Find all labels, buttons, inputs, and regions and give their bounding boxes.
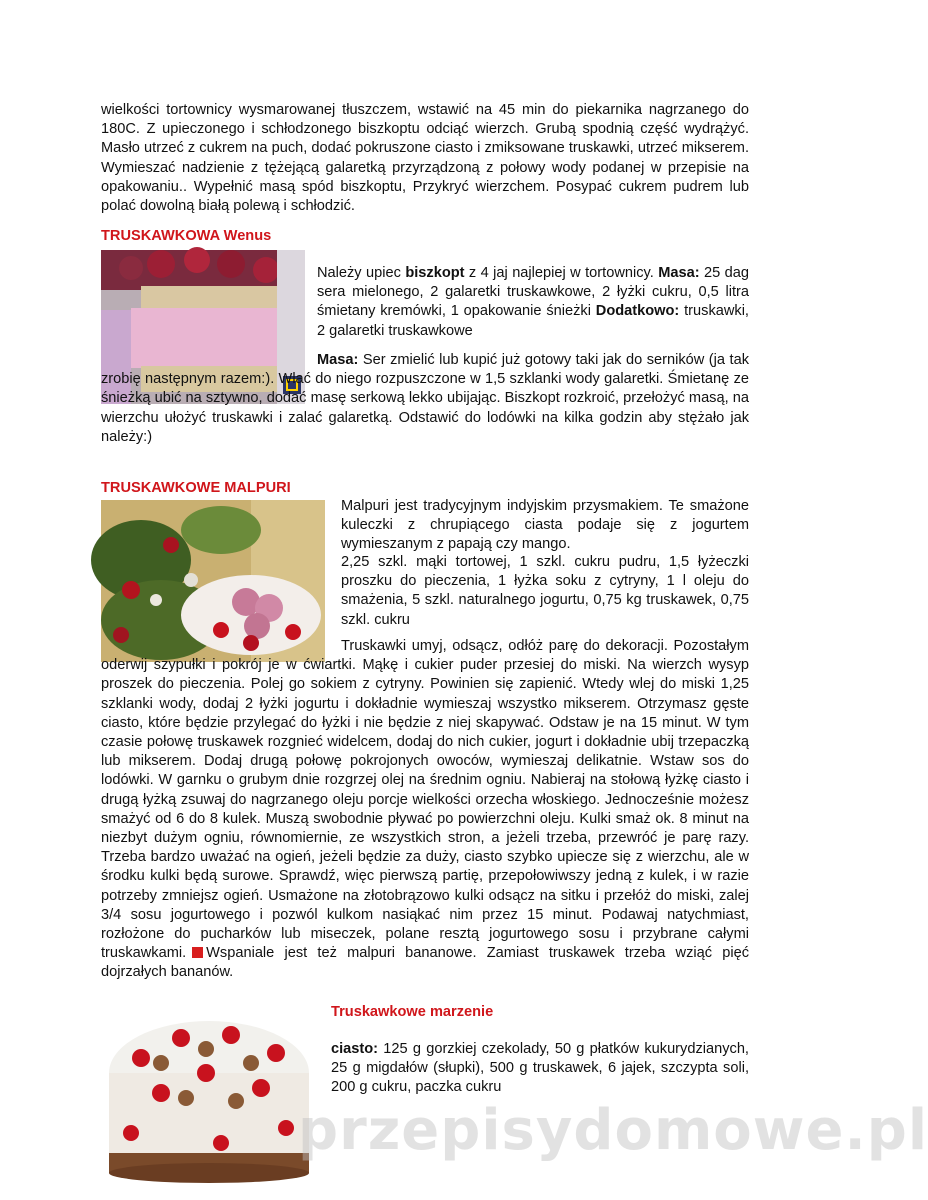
- recipe2-intro: Malpuri jest tradycyjnym indyjskim przysmakiem. Te smażone kuleczki z chrupiącego ciasta podaje się z jogurtem wymieszanym z papają czy mango.: [341, 498, 749, 553]
- recipe1-text-c: z 4 jaj najlepiej w tortownicy.: [464, 265, 659, 281]
- recipe1-method-text: Ser zmielić lub kupić już gotowy taki jak do serników (ja tak zrobię następnym razem:). Wlać do niego rozpuszczone w 1,5 szklanki wody galaretki. Śmietanę ze śnieżką ubić na sztywno, dodać masę serkową lekko ubijając. Biszkopt rozkroić, przełożyć masą, na wierzchu ułożyć truskawki i zalać galaretką. Odstawić do lodówki na kilka godzin aby stężało jak należy:): [101, 352, 749, 445]
- recipe3-ingredients-text: 125 g gorzkiej czekolady, 50 g płatków kukurydzianych, 25 g migdałów (słupki), 500 g truskawek, 6 jajek, szczypta soli, 200 g cukru, paczka cukru: [331, 1041, 749, 1096]
- intro-paragraph: wielkości tortownicy wysmarowanej tłuszczem, wstawić na 45 min do piekarnika nagrzanego do 180C. Z upieczonego i schłodzonego biszkoptu odciąć wierzch. Grubą spodnią część wydrążyć. Masło utrzeć z cukrem na puch, dodać pokruszone ciasto i zmiksowane truskawki, utrzeć mikserem. Wymieszać nadzienie z tężejącą galaretką przyrządzoną z połowy wody podanej w przepisie na opakowaniu.. Wypełnić masą spód biszkoptu, Przykryć wierzchem. Posypać cukrem pudrem lub polać dowolną białą polewą i schłodzić.: [101, 102, 749, 215]
- cake-photo: [101, 1013, 318, 1183]
- recipe-title-truskawkowe-marzenie: Truskawkowe marzenie: [331, 1004, 494, 1020]
- cake-image: [101, 1013, 318, 1183]
- recipe-title-truskawkowa-wenus: TRUSKAWKOWA Wenus: [101, 228, 272, 244]
- recipe3-ingredients: [331, 1040, 749, 1098]
- recipe3-label-ciasto: ciasto:: [331, 1041, 379, 1057]
- recipe1-text-g: truskawki, 2 galaretki truskawkowe: [317, 303, 749, 339]
- recipe1-text-e: 25 dag sera mielonego, 2 galaretki truskawkowe, 2 łyżki cukru, 0,5 litra śmietany kremówki, 1 opakowanie śnieżki: [317, 265, 749, 320]
- recipe1-bold-dodatkowo: Dodatkowo:: [595, 303, 680, 320]
- recipe1-bold-biszkopt: biszkopt: [405, 265, 465, 281]
- recipe2-method-text: Truskawki umyj, odsącz, odłóż parę do dekoracji. Pozostałym oderwij szypułki i pokrój je w ćwiartki. Mąkę i cukier puder przesiej do miski. Na wierzch wysyp proszek do pieczenia. Polej go sokiem z cytryny. Powinien się zapienić. Wtedy wlej do miski 1,25 szklanki wody, dodaj 2 łyżki jogurtu i dokładnie wymieszaj wszystko mikserem. Otrzymasz gęste ciasto, które będzie przylegać do łyżki i nie będzie z niej skapywać. Odstaw je na 15 minut. W tym czasie połowę truskawek rozgnieć widelcem, dodaj do nich cukier, jogurt i dokładnie ubij trzepaczką lub mikserem. Dodaj drugą połowę pokrojonych owoców, wymieszaj delikatnie. Wstaw sos do lodówki. W garnku o grubym dnie rozgrzej olej na średnim ogniu. Nabieraj na stołową łyżkę ciasto i drugą łyżką zsuwaj do nagrzanego oleju porcje wielkości orzecha włoskiego. Jednocześnie możesz smażyć od 6 do 8 kulek. Muszą swobodnie pływać po powierzchni oleju. Kulki smaż ok. 8 minut na niezbyt dużym ogniu, równomiernie, ze wszystkich stron, a jeżeli trzeba, przewróć je parę razy. Trzeba bardzo uważać na ogień, jeżeli będzie za duży, ciasto szybko upiecze się z wierzchu, ale w środku kulki będą surowe. Sprawdź, więc pierwszą partię, przepołowiwszy jedną z kulek, i w razie potrzeby zmniejsz ogień. Usmażone na złotobrązowo kulki odsącz na sitku i przełóż do miski, zalej 3/4 sosu jogurtowego i pozwól kulkom nasiąkać nim przez 15 minut. Podawaj natychmiast, rozłożone do pucharków lub miseczek, polane resztą jogurtowego sosu i przybrane całymi truskawkami.: [101, 638, 749, 962]
- recipe2-method: [101, 637, 749, 983]
- recipe1-ingredients: [317, 264, 749, 341]
- recipe1-bold-masa: Masa:: [658, 265, 700, 281]
- watermark-text: przepisydomowe.pl: [298, 1098, 928, 1163]
- recipe1-method-label: Masa:: [317, 352, 359, 368]
- red-square-icon: [192, 947, 203, 958]
- recipe2-ingredients: 2,25 szkl. mąki tortowej, 1 szkl. cukru pudru, 1,5 łyżeczki proszku do pieczenia, 1 łyżka soku z cytryny, 1 l oleju do smażenia, 5 szkl. naturalnego jogurtu, 0,75 kg truskawek, 0,75 szkl. cukru: [341, 554, 749, 628]
- recipe2-method-tail: Wspaniale jest też malpuri bananowe. Zamiast truskawek trzeba wziąć pięć dojrzałych bananów.: [101, 945, 749, 981]
- recipe1-method: [101, 351, 749, 447]
- recipe-title-malpuri: TRUSKAWKOWE MALPURI: [101, 480, 291, 496]
- recipe1-text-a: Należy upiec: [317, 265, 406, 281]
